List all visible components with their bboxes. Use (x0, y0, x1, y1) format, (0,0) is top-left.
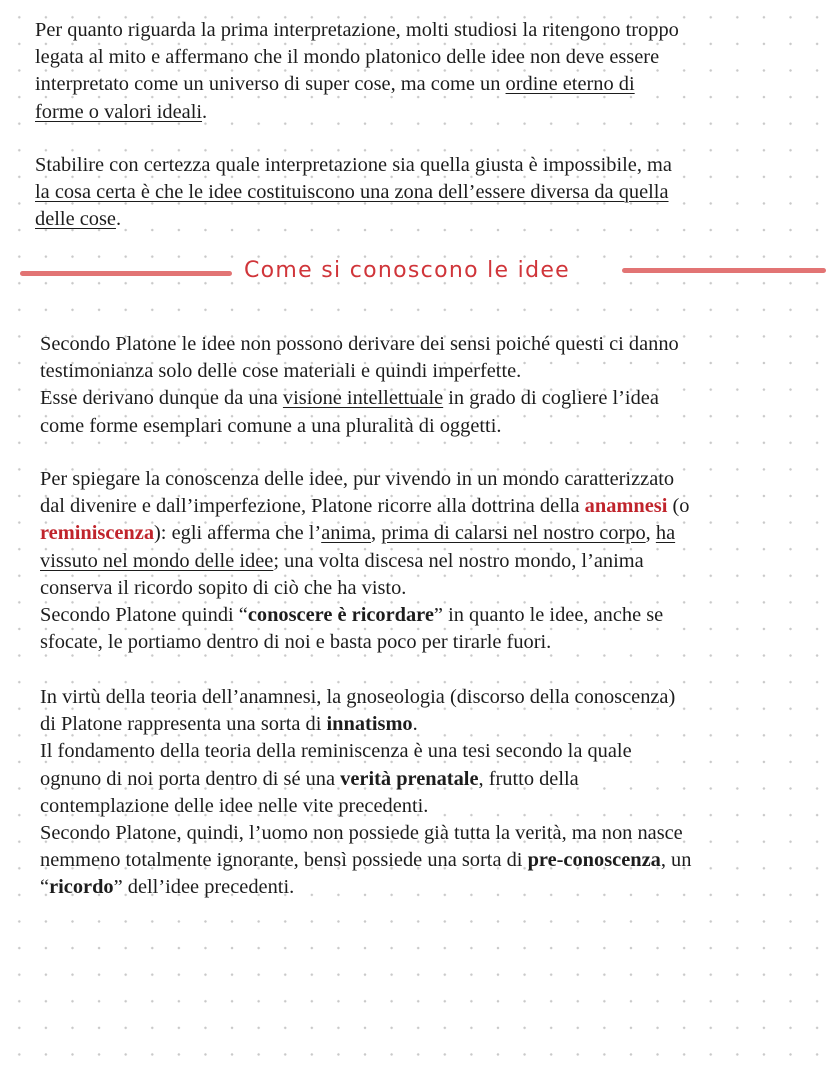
text-segment: ” in quanto le idee, anche se (433, 604, 664, 627)
underlined-text: ha (655, 522, 676, 545)
text-line: Secondo Platone, quindi, l’uomo non possiede già tutta la verità, ma non nasce (40, 822, 683, 845)
bold-term: ricordo (49, 876, 114, 899)
text-segment: in grado di cogliere l’idea (443, 387, 659, 410)
section-title: Come si conoscono le idee (244, 258, 571, 283)
text-line: Per spiegare la conoscenza delle idee, pur vivendo in un mondo caratterizzato (40, 468, 675, 490)
underlined-text: forme o valori ideali (35, 100, 203, 123)
text-segment: . (115, 208, 122, 231)
text-line: testimonianza solo delle cose materiali e quindi imperfette. (40, 360, 522, 383)
text-line (35, 99, 679, 126)
text-line (40, 602, 689, 629)
text-line: Per quanto riguarda la prima interpretazione, molti studiosi la ritengono troppo (35, 19, 679, 41)
text-segment: “ (40, 876, 50, 899)
text-line (40, 847, 691, 874)
text-line (40, 766, 691, 793)
text-segment: ognuno di noi porta dentro di sé una (40, 767, 341, 790)
text-line (40, 385, 679, 412)
text-line: Stabilire con certezza quale interpretazione sia quella giusta è impossibile, ma (35, 154, 672, 176)
paragraph-certezza (35, 152, 672, 234)
heading-rule-left (20, 271, 232, 276)
text-line: come forme esemplari comune a una pluralità di oggetti. (40, 414, 502, 437)
section-heading (0, 256, 828, 292)
underlined-text: prima di calarsi nel nostro corpo (381, 522, 646, 545)
text-segment: dal divenire e dall’imperfezione, Platone ricorre alla dottrina della (40, 495, 585, 518)
underlined-text: visione intellettuale (282, 387, 444, 410)
bold-term: innatismo (326, 713, 413, 736)
text-line: In virtù della teoria dell’anamnesi, la gnoseologia (discorso della conoscenza) (40, 686, 676, 708)
highlight-term: anamnesi (584, 495, 668, 518)
underlined-text: delle cose (35, 208, 116, 231)
text-segment: ; una volta discesa nel nostro mondo, l’anima (273, 549, 644, 572)
text-line: Secondo Platone le idee non possono derivare dei sensi poiché questi ci danno (40, 333, 679, 355)
text-segment: di Platone rappresenta una sorta di (40, 713, 327, 736)
text-segment: , un (660, 849, 692, 872)
text-line (40, 520, 689, 547)
text-line: Il fondamento della teoria della reminiscenza è una tesi secondo la quale (40, 740, 632, 763)
text-segment: ” dell’idee precedenti. (113, 876, 295, 899)
paragraph-anamnesi (40, 466, 689, 656)
text-line (40, 874, 691, 901)
underlined-text: vissuto nel mondo delle idee (40, 549, 274, 572)
paragraph-innatismo (40, 684, 691, 902)
text-segment: , frutto della (478, 767, 579, 790)
bold-term: conoscere è ricordare (247, 604, 434, 627)
underlined-text: la cosa certa è che le idee costituiscono una zona dell’essere diversa da quella (35, 181, 669, 204)
underlined-text: anima (321, 522, 372, 545)
text-line (40, 548, 689, 575)
heading-rule-right (622, 268, 826, 273)
text-segment: Esse derivano dunque da una (40, 387, 283, 410)
text-line: legata al mito e affermano che il mondo platonico delle idee non deve essere (35, 46, 660, 69)
text-segment: interpretato come un universo di super cose, ma come un (35, 73, 506, 96)
text-line (40, 711, 691, 738)
text-line: conserva il ricordo sopito di ciò che ha visto. (40, 576, 407, 599)
text-line (35, 206, 672, 233)
text-segment: , (371, 522, 382, 545)
paragraph-interpretazione (35, 17, 679, 126)
bold-term: pre-conoscenza (527, 849, 661, 872)
bold-term: verità prenatale (340, 767, 479, 790)
text-segment: nemmeno totalmente ignorante, bensì possiede una sorta di (40, 849, 528, 872)
text-segment: . (412, 713, 418, 736)
text-segment: , (645, 522, 656, 545)
text-segment: ): egli afferma che l’ (154, 522, 322, 545)
underlined-text: ordine eterno di (505, 73, 635, 96)
text-segment: Secondo Platone quindi “ (40, 604, 248, 627)
text-line (35, 71, 679, 98)
text-line: contemplazione delle idee nelle vite precedenti. (40, 794, 429, 817)
text-line: sfocate, le portiamo dentro di noi e basta poco per tirarle fuori. (40, 631, 552, 654)
highlight-term: reminiscenza (40, 522, 155, 545)
text-segment: . (202, 100, 208, 123)
text-line (40, 493, 689, 520)
paragraph-sensi (40, 331, 679, 440)
text-segment: (o (667, 495, 690, 518)
